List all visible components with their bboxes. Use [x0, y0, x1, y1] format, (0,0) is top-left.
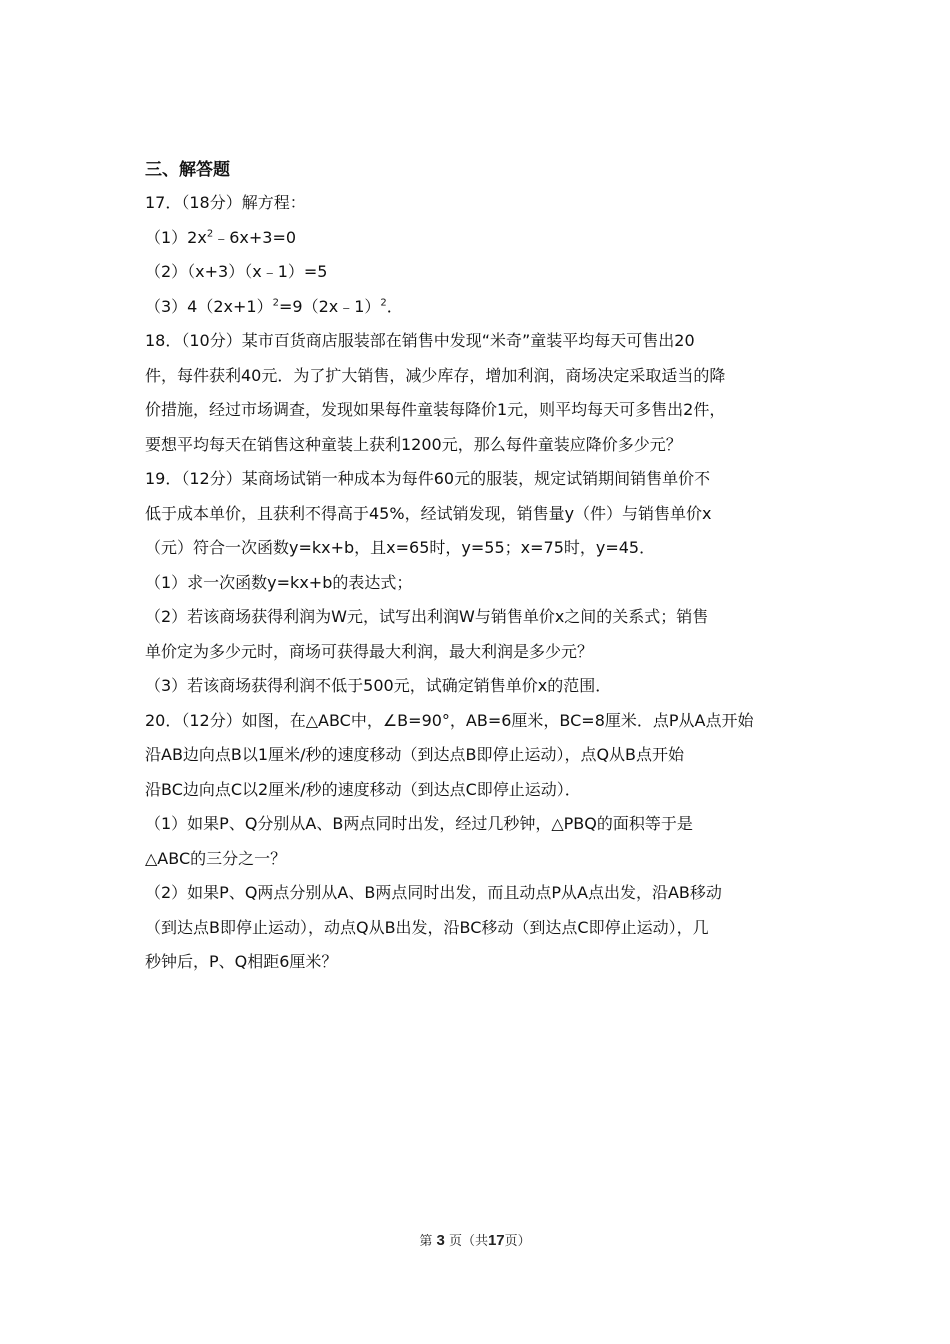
- q19-line: （元）符合一次函数y=kx+b，且x=65时，y=55；x=75时，y=45．: [145, 538, 656, 557]
- q17-item-2: （2）（x+3）（x﹣1）=5: [145, 262, 328, 281]
- q19-line: （2）若该商场获得利润为W元，试写出利润W与销售单价x之间的关系式；销售: [145, 607, 709, 626]
- q19-line: （3）若该商场获得利润不低于500元，试确定销售单价x的范围．: [145, 676, 612, 695]
- page-content: [145, 158, 815, 980]
- q19-line: 低于成本单价，且获利不得高于45%，经试销发现，销售量y（件）与销售单价x: [145, 503, 712, 523]
- question-20: [145, 704, 815, 980]
- q20-line: 20．（12分）如图，在△ABC中，∠B=90°，AB=6厘米，BC=8厘米．点P从A点开始: [145, 710, 754, 730]
- question-19: [145, 462, 815, 704]
- q17-item-3: $(3)4(2x+1)^2=9(2x﹣1)^2$．: [145, 296, 403, 316]
- q19-line: （1）求一次函数y=kx+b的表达式；: [145, 572, 413, 592]
- current-page-number: 3: [436, 1232, 445, 1249]
- total-page-number: 17: [487, 1232, 505, 1249]
- q20-line: △ABC的三分之一？: [145, 848, 287, 868]
- q20-line: 秒钟后，P、Q相距6厘米？: [145, 952, 338, 971]
- q19-line: 19．（12分）某商场试销一种成本为每件60元的服装，规定试销期间销售单价不: [145, 469, 711, 488]
- section-title: 三、解答题: [145, 160, 230, 180]
- q19-line: 单价定为多少元时，商场可获得最大利润，最大利润是多少元？: [145, 641, 594, 661]
- q17-header: 17．（18分）解方程：: [145, 193, 306, 212]
- question-18: [145, 324, 815, 462]
- q18-line: 18．（10分）某市百货商店服装部在销售中发现“米奇”童装平均每天可售出20: [145, 331, 695, 350]
- q17-item-1: $(1)2x^2﹣6x+3=0$: [145, 227, 297, 247]
- q18-line: 件，每件获利40元．为了扩大销售，减少库存，增加利润，商场决定采取适当的降: [145, 365, 726, 385]
- q20-line: （1）如果P、Q分别从A、B两点同时出发，经过几秒钟，△PBQ的面积等于是: [145, 814, 693, 833]
- q20-line: 沿BC边向点C以2厘米/秒的速度移动（到达点C即停止运动）．: [145, 779, 581, 799]
- q20-line: （到达点B即停止运动），动点Q从B出发，沿BC移动（到达点C即停止运动），几: [145, 917, 709, 937]
- question-17: [145, 186, 815, 324]
- q20-line: （2）如果P、Q两点分别从A、B两点同时出发，而且动点P从A点出发，沿AB移动: [145, 883, 722, 902]
- q18-line: 价措施，经过市场调查，发现如果每件童装每降价1元，则平均每天可多售出2件，: [145, 400, 726, 419]
- q20-line: 沿AB边向点B以1厘米/秒的速度移动（到达点B即停止运动），点Q从B点开始: [145, 745, 685, 764]
- page-footer: 第 3 页（共17页）: [419, 1232, 531, 1249]
- q18-line: 要想平均每天在销售这种童装上获利1200元，那么每件童装应降价多少元？: [145, 434, 682, 454]
